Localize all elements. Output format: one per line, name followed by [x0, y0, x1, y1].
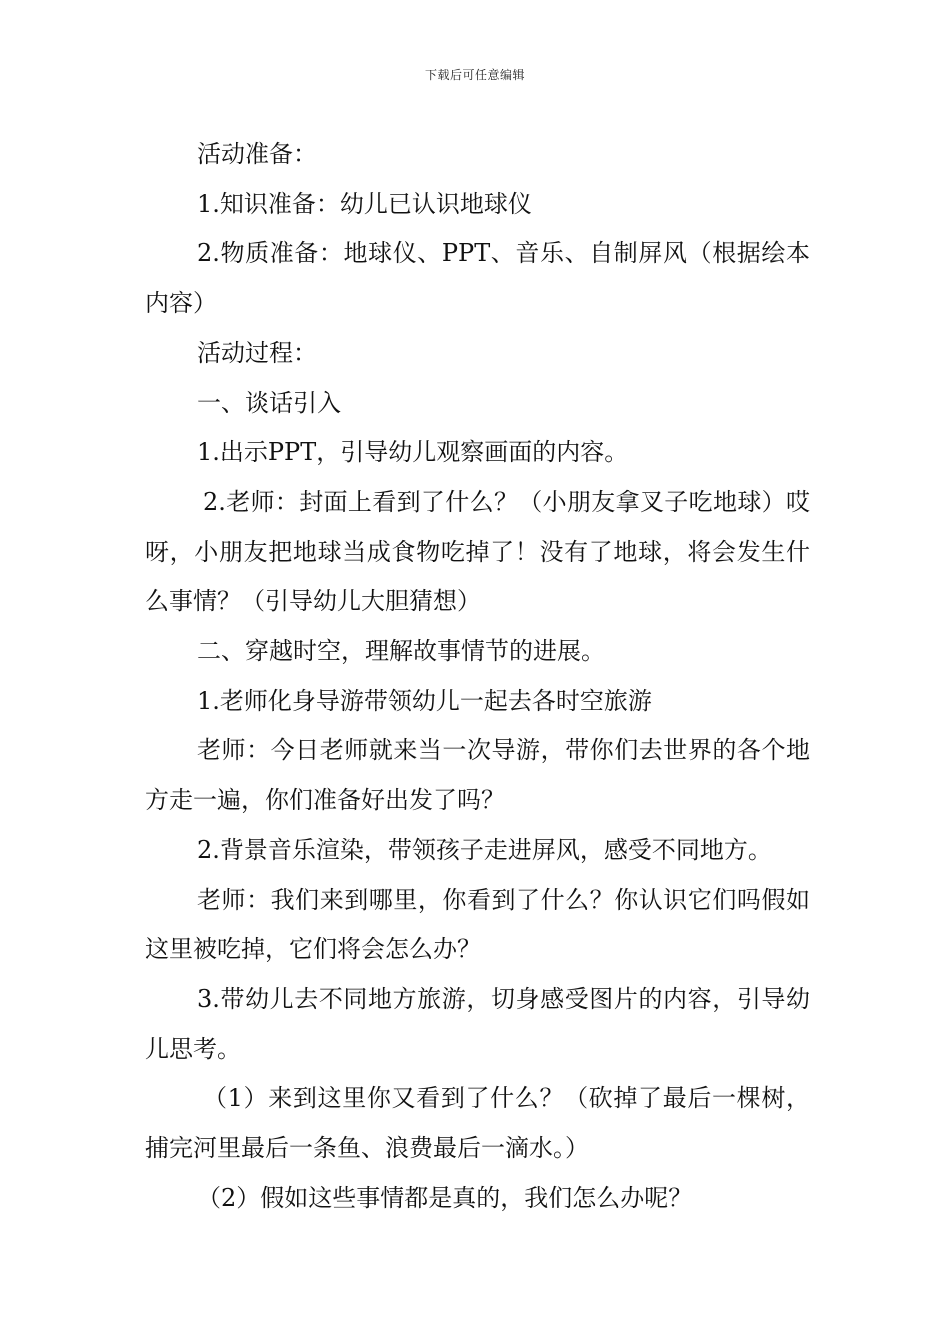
paragraph-material-preparation: 2.物质准备：地球仪、PPT、音乐、自制屏风（根据绘本内容）: [145, 239, 810, 318]
paragraph-teacher-tour: 老师：今日老师就来当一次导游，带你们去世界的各个地方走一遍，你们准备好出发了吗？: [145, 736, 810, 815]
paragraph-question-two: （2）假如这些事情都是真的，我们怎么办呢？: [197, 1183, 693, 1212]
paragraph-activity-process: 活动过程：: [197, 338, 317, 367]
paragraph-question-one: （1）来到这里你又看到了什么？（砍掉了最后一棵树，捕完河里最后一条鱼、浪费最后一滴水。）: [145, 1084, 810, 1163]
header-note: 下载后可任意编辑: [424, 68, 525, 82]
paragraph-section-two: 二、穿越时空，理解故事情节的进展。: [197, 637, 605, 666]
document-body: [145, 130, 810, 1223]
paragraph-section-one: 一、谈话引入: [197, 388, 341, 417]
paragraph-teacher-where: 老师：我们来到哪里，你看到了什么？你认识它们吗假如这里被吃掉，它们将会怎么办？: [145, 885, 810, 964]
paragraph-knowledge-preparation: 1.知识准备：幼儿已认识地球仪: [197, 189, 532, 218]
paragraph-travel-places: 3.带幼儿去不同地方旅游，切身感受图片的内容，引导幼儿思考。: [145, 984, 810, 1063]
paragraph-teacher-cover: 2.老师：封面上看到了什么？（小朋友拿叉子吃地球）哎呀，小朋友把地球当成食物吃掉了！没有了地球，将会发生什么事情？（引导幼儿大胆猜想）: [145, 487, 810, 616]
paragraph-teacher-guide: 1.老师化身导游带领幼儿一起去各时空旅游: [197, 686, 652, 715]
paragraph-show-ppt: 1.出示PPT，引导幼儿观察画面的内容。: [197, 438, 629, 467]
paragraph-background-music: 2.背景音乐渲染，带领孩子走进屏风，感受不同地方。: [197, 835, 772, 864]
paragraph-activity-preparation: 活动准备：: [197, 140, 317, 168]
